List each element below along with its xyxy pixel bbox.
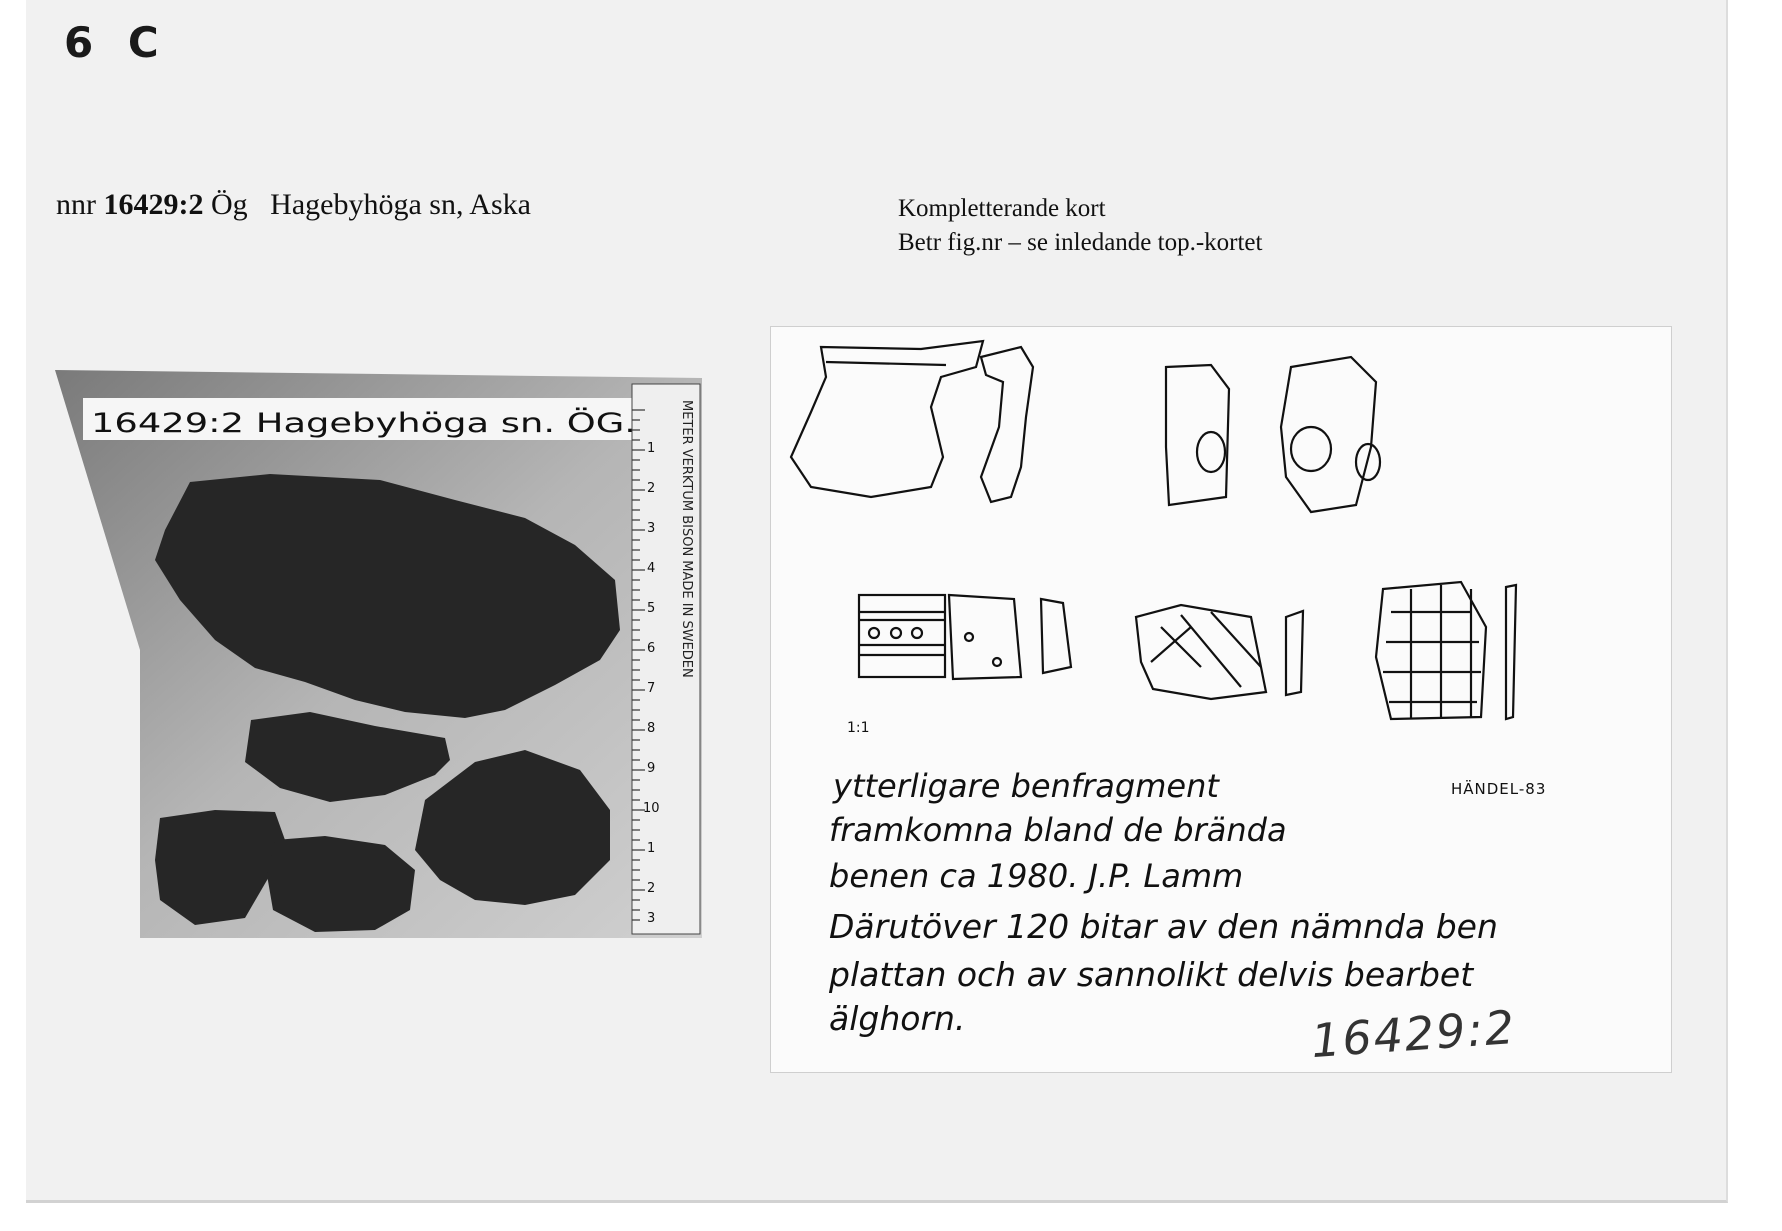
svg-text:9: 9 bbox=[647, 761, 656, 776]
svg-text:10: 10 bbox=[643, 801, 660, 816]
record-header bbox=[56, 188, 531, 222]
svg-text:5: 5 bbox=[647, 601, 656, 616]
sketch-profile-2 bbox=[1286, 611, 1303, 695]
sketch-decorated-rim bbox=[859, 595, 945, 677]
sketch-profile-3 bbox=[1506, 585, 1516, 719]
sketch-bone-piece bbox=[981, 347, 1033, 502]
record-region: Ög bbox=[203, 188, 248, 221]
sketch-profile-1 bbox=[1041, 599, 1071, 673]
svg-text:7: 7 bbox=[647, 681, 656, 696]
record-prefix: nnr bbox=[56, 188, 104, 221]
corner-mark: 6 C bbox=[64, 18, 169, 67]
handwritten-line-1: ytterligare benfragment bbox=[833, 767, 1219, 805]
sketch-decorated-rim-2 bbox=[949, 595, 1021, 679]
svg-text:2: 2 bbox=[647, 481, 656, 496]
handwritten-line-6: älghorn. bbox=[829, 999, 966, 1038]
handwritten-line-3: benen ca 1980. J.P. Lamm bbox=[829, 857, 1244, 895]
handwritten-number: 16429:2 bbox=[1309, 999, 1518, 1069]
svg-text:8: 8 bbox=[647, 721, 656, 736]
photo-label: 16429:2 Hagebyhöga sn. ÖG. bbox=[91, 408, 491, 439]
sherd-photograph bbox=[55, 370, 702, 938]
svg-text:1: 1 bbox=[647, 441, 656, 456]
illustrator-signature: HÄNDEL-83 bbox=[1451, 780, 1547, 798]
handwritten-line-2: framkomna bland de brända bbox=[829, 811, 1287, 849]
svg-text:4: 4 bbox=[647, 561, 656, 576]
card-note bbox=[898, 192, 1262, 260]
svg-text:3: 3 bbox=[647, 911, 656, 926]
drawing-sheet bbox=[770, 326, 1672, 1073]
handwritten-line-4: Därutöver 120 bitar av den nämnda ben bbox=[829, 907, 1498, 946]
svg-text:2: 2 bbox=[647, 881, 656, 896]
scale-ruler bbox=[632, 384, 700, 934]
card-note-line-2: Betr fig.nr – se inledande top.-kortet bbox=[898, 229, 1263, 256]
ruler-text: METER VERKTUM BISON MADE IN SWEDEN bbox=[679, 400, 694, 678]
sketch-net-pattern bbox=[1376, 582, 1486, 719]
svg-text:1: 1 bbox=[647, 841, 656, 856]
svg-text:3: 3 bbox=[647, 521, 656, 536]
handwritten-line-5: plattan och av sannolikt delvis bearbet bbox=[829, 955, 1474, 994]
record-number: 16429:2 bbox=[103, 188, 204, 221]
record-place: Hagebyhöga sn, Aska bbox=[270, 188, 531, 221]
svg-text:6: 6 bbox=[647, 641, 656, 656]
card-note-line-1: Kompletterande kort bbox=[898, 195, 1106, 222]
scale-label: 1:1 bbox=[847, 720, 870, 736]
